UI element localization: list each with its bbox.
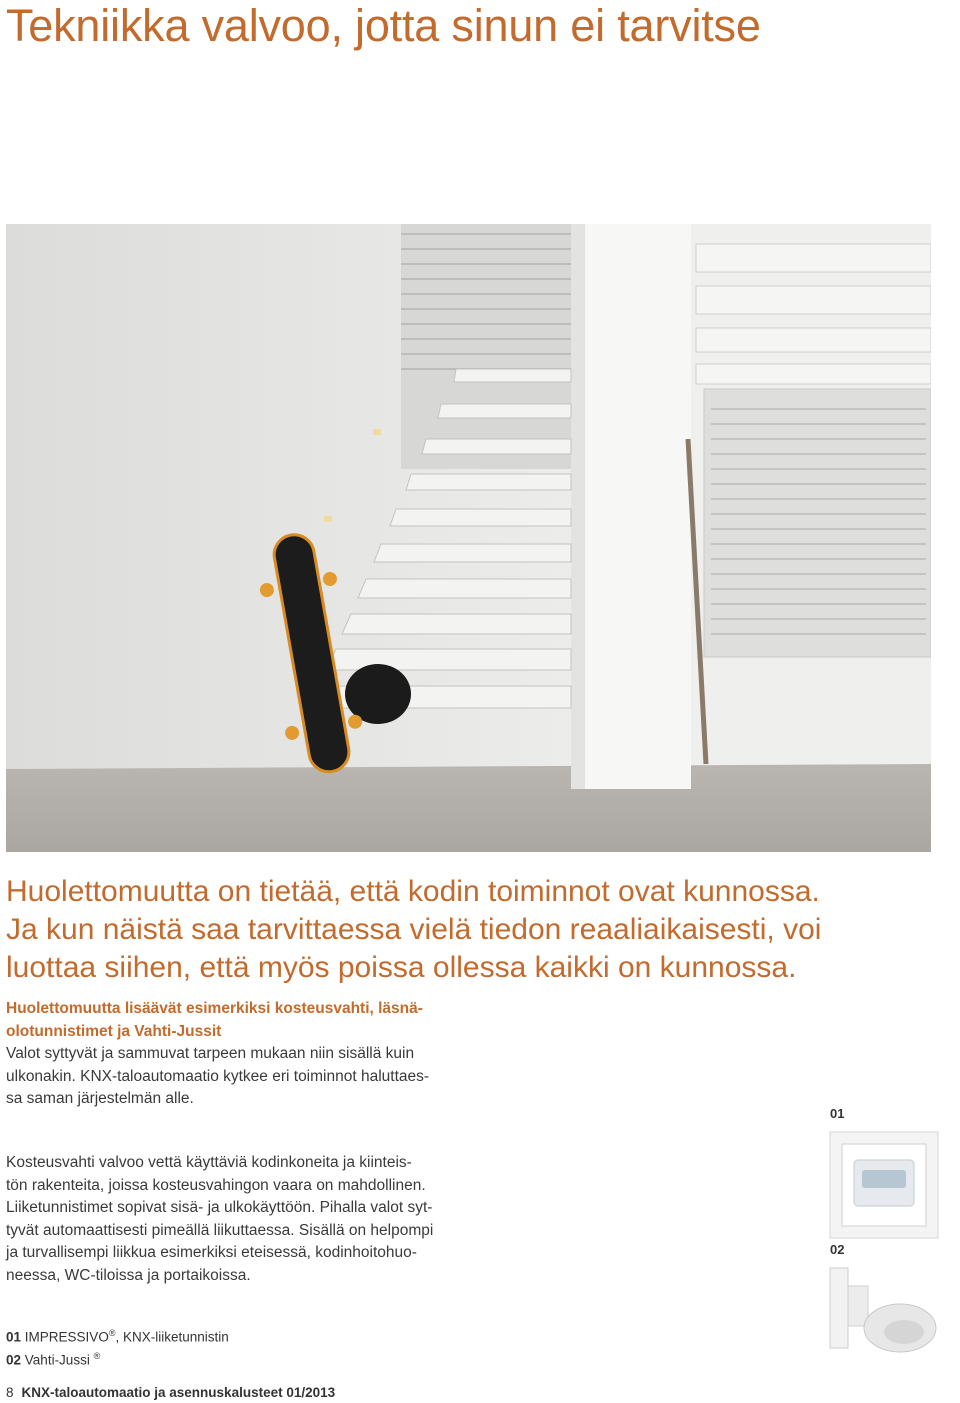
body-line: tyvät automaattisesti pimeällä liikuttaessa. Sisällä on helpompi [6,1221,434,1239]
caption-text: Vahti-Jussi [24,1352,90,1367]
body-line: neessa, WC-tiloissa ja portaikoissa. [6,1266,251,1284]
caption-02 [6,1347,229,1370]
page-title: Tekniikka valvoo, jotta sinun ei tarvitse [6,0,761,51]
caption-01 [6,1324,229,1347]
motion-detector-image [828,1130,940,1240]
publication-title: KNX-taloautomaatio ja asennuskalusteet 01/2013 [21,1385,336,1400]
lead-paragraph [6,873,906,987]
vahti-jussi-image [828,1266,940,1356]
staircase-photo [6,224,931,852]
lead-line: Huolettomuutta on tietää, että kodin toiminnot ovat kunnossa. [6,875,820,908]
body-line: tön rakenteita, joissa kosteusvahingon vaara on mahdollinen. [6,1176,426,1194]
section-1 [6,998,476,1111]
body-line: ulkonakin. KNX-taloautomaatio kytkee eri toiminnot haluttaes- [6,1067,430,1085]
product-label-02: 02 [830,1242,845,1257]
image-captions [6,1324,229,1369]
lead-line: Ja kun näistä saa tarvittaessa vielä tiedon reaaliaikaisesti, voi [6,913,822,946]
page-footer [6,1385,335,1400]
body-line: Valot syttyvät ja sammuvat tarpeen mukaan niin sisällä kuin [6,1045,415,1063]
product-label-01: 01 [830,1106,845,1121]
caption-text: , KNX-liiketunnistin [115,1329,229,1345]
page-number: 8 [6,1385,14,1400]
registered-mark: ® [108,1328,116,1338]
caption-number: 01 [6,1329,22,1345]
section-heading: Huolettomuutta lisäävät esimerkiksi kosteusvahti, läsnä- [6,1000,423,1017]
registered-mark: ® [93,1350,101,1361]
lead-line: luottaa siihen, että myös poissa ollessa kaikki on kunnossa. [6,951,797,984]
section-2 [6,1152,476,1288]
body-line: Liiketunnistimet sopivat sisä- ja ulkokäyttöön. Pihalla valot syt- [6,1199,433,1217]
caption-number: 02 [6,1352,22,1367]
body-line: Kosteusvahti valvoo vettä käyttäviä kodinkoneita ja kiinteis- [6,1154,412,1171]
body-line: sa saman järjestelmän alle. [6,1090,194,1108]
caption-text: IMPRESSIVO [24,1329,109,1345]
section-heading: olotunnistimet ja Vahti-Jussit [6,1022,222,1040]
body-line: ja turvallisempi liikkua esimerkiksi eteisessä, kodinhoitohuo- [6,1244,417,1262]
